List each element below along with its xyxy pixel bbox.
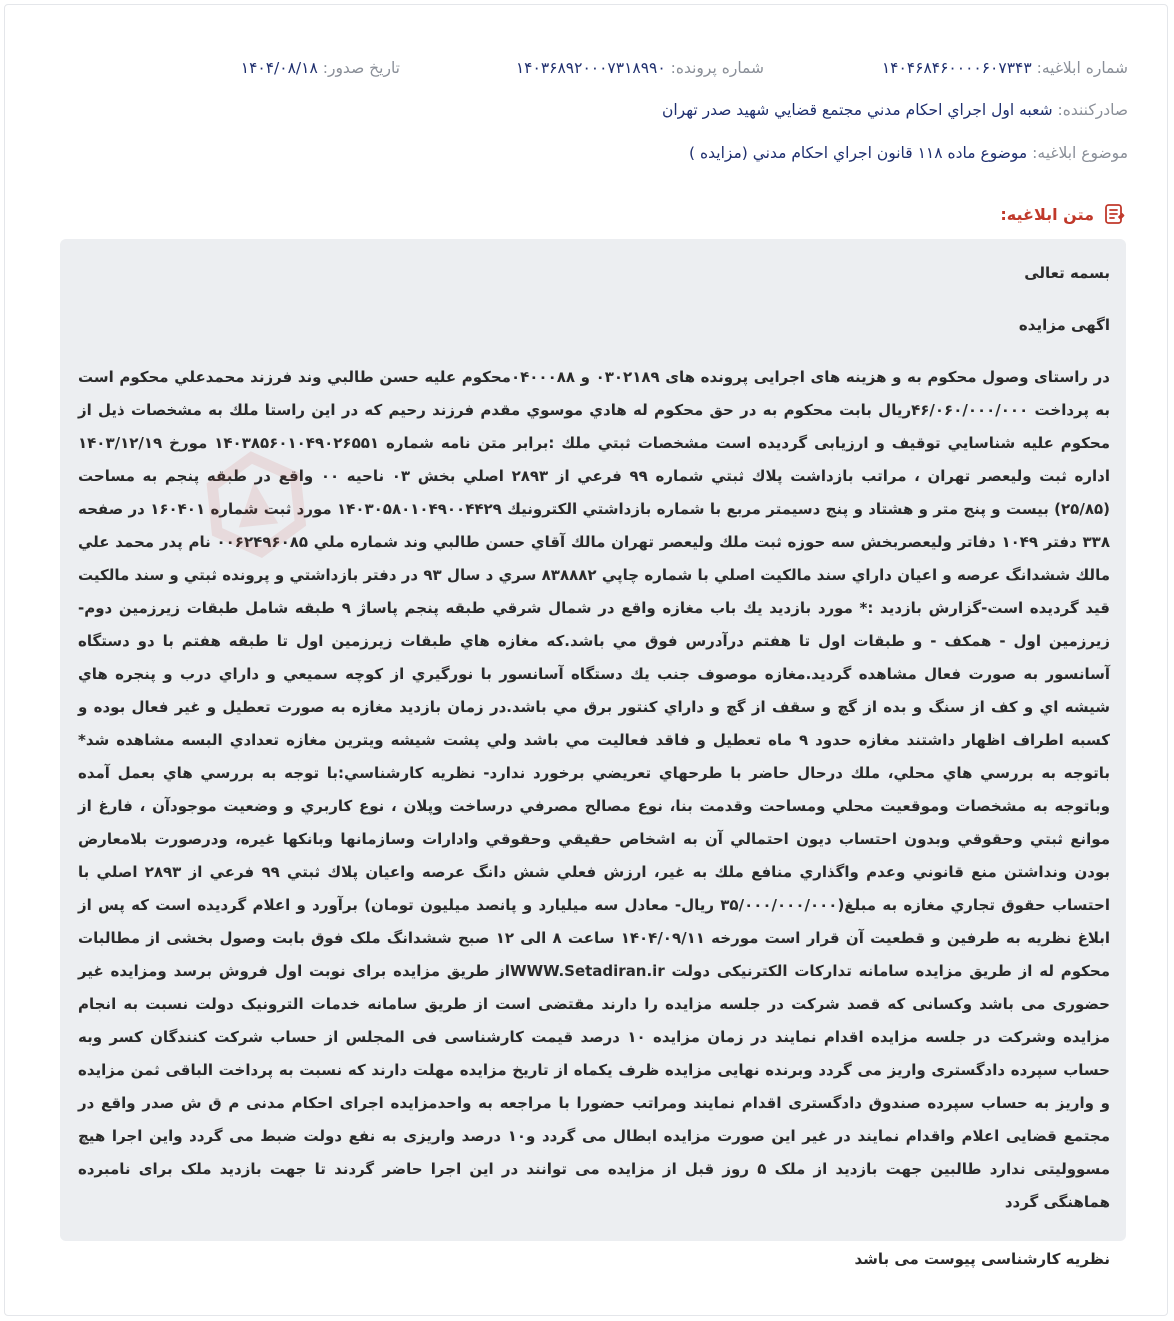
notice-number-value: ۱۴۰۴۶۸۴۶۰۰۰۰۶۰۷۳۴۳	[881, 59, 1032, 77]
notice-text-title	[1000, 202, 1126, 226]
notice-text-title-label: متن ابلاغيه:	[1000, 204, 1094, 224]
issue-date	[241, 59, 400, 77]
case-number-label: شماره پرونده:	[670, 59, 764, 77]
subject-value: موضوع ماده ۱۱۸ قانون اجراي احكام مدني (مزايده )	[689, 144, 1028, 162]
notice-footer-text: نظريه کارشناسی پيوست می باشد	[854, 1250, 1110, 1268]
issuer-label: صادرکننده:	[1057, 101, 1128, 119]
heading-bismillah: بسمه تعالی	[1024, 264, 1110, 282]
notice-main-text: در راستای وصول محکوم به و هزينه های اجرايی پرونده های ۰۳۰۲۱۸۹ و ۰۴۰۰۰۸۸محکوم عليه حسن طالبي وند فرزند محمدعلي محکوم است به پرداخت ۴۶/۰۶۰/۰۰۰/۰۰۰ريال بابت محکوم به در حق محکوم له هادي موسوي مقدم فرزند رحيم که در اين راستا ملك به مشخصات ذيل از محکوم عليه شناسايي توقيف و ارزيابی گرديده است مشخصات ثبتي ملك :برابر متن نامه شماره ۱۴۰۳۸۵۶۰۱۰۴۹۰۲۶۵۵۱ مورخ ۱۴۰۳/۱۲/۱۹ اداره ثبت وليعصر تهران ، مراتب بازداشت پلاك ثبتي شماره ۹۹ فرعي از ۲۸۹۳ اصلي بخش ۰۳ ناحيه ۰۰ واقع در طبقه پنجم به مساحت (۲۵/۸۵) بيست و پنج متر و هشتاد و پنج دسيمتر مربع با شماره بازداشتي الكترونيك ۱۴۰۳۰۵۸۰۱۰۴۹۰۰۴۴۲۹ مورد ثبت شماره ۱۶۰۴۰۱ در صفحه ۳۳۸ دفتر ۱۰۴۹ دفاتر وليعصربخش سه حوزه ثبت ملك وليعصر تهران مالك آقاي حسن طالبي وند شماره ملي ۰۰۶۲۴۹۶۰۸۵ نام پدر محمد علي مالك ششدانگ عرصه و اعيان داراي سند مالكيت اصلي با شماره چاپي ۸۳۸۸۸۲ سري د سال ۹۳ در دفتر بازداشتي و پرونده ثبتي و سند مالكيت قيد گرديده است-گزارش بازديد :* مورد بازديد يك باب مغازه واقع در شمال شرقي طبقه پنجم پاساژ ۹ طبقه شامل طبقات زيرزمين دوم- زيرزمين اول - همكف - و طبقات اول تا هفتم درآدرس فوق مي باشد.كه مغازه هاي طبقات زيرزمين اول تا طبقه هفتم با دو دستگاه آسانسور به صورت فعال مشاهده گرديد.مغازه موصوف جنب يك دستگاه آسانسور با نورگيري از كوچه سميعي و داراي درب و پنجره هاي شيشه اي و كف از سنگ و بده از گچ و سقف از گچ و داراي كنتور برق مي باشد.در زمان بازديد مغازه به صورت تعطيل و غير فعال بوده و كسبه اطراف اظهار داشتند مغازه حدود ۹ ماه تعطيل و فاقد فعاليت مي باشد ولي پشت شيشه ويترين مغازه تعدادي البسه مشاهده شد* باتوجه به بررسي هاي محلي، ملك درحال حاضر با طرحهاي تعريضي برخورد ندارد- نظريه كارشناسي:با توجه به بررسي هاي بعمل آمده وباتوجه به مشخصات وموقعيت محلي ومساحت وقدمت بنا، نوع مصالح مصرفي درساخت وپلان ، نوع كاربري و وضعيت موجودآن ، فارغ از موانع ثبتي وحقوقي وبدون احتساب ديون احتمالي آن به اشخاص حقيقي وحقوقي وادارات وسازمانها وبانكها غيره، ودرصورت بلامعارض بودن ونداشتن منع قانوني وعدم واگذاري منافع ملك به غير، ارزش فعلي شش دانگ عرصه واعيان پلاك ثبتي ۹۹ فرعي از ۲۸۹۳ اصلي با احتساب حقوق تجاري مغازه به مبلغ(۳۵/۰۰۰/۰۰۰/۰۰۰ ريال- معادل سه ميليارد و پانصد ميليون تومان) برآورد و اعلام گرديده است که پس از ابلاغ نظريه به طرفين و قطعيت آن قرار است مورخه ۱۴۰۴/۰۹/۱۱ ساعت ۸ الی ۱۲ صبح ششدانگ ملک فوق بابت وصول بخشی از مطالبات محکوم له از طريق مزايده سامانه تدارکات الکترنيکی دولت WWW.Setadiran.irاز طريق مزايده برای نوبت اول فروش برسد ومزايده غير حضوری می باشد وکسانی که قصد شرکت در جلسه مزايده را دارند مقتضی است از طريق سامانه خدمات الترونيک دولت نسبت به انجام مزايده وشرکت در جلسه مزايده اقدام نمايند در زمان مزايده ۱۰ درصد قيمت کارشناسی فی المجلس از حساب شرکت کنندگان کسر وبه حساب سپرده دادگستری واريز می گردد وبرنده نهايی مزايده ظرف يکماه از تاريخ مزايده مهلت دارند که نسبت به پرداخت الباقی ثمن مزايده و واريز به حساب سپرده صندوق دادگستری اقدام نمايند ومراتب حضورا با مراجعه به واحدمزايده اجرای احکام مدنی م ق ش صدر واقع در مجتمع قضايی اعلام واقدام نمايند در غير اين صورت مزايده ابطال می گردد و۱۰ درصد واريزی به نفع دولت ضبط می گردد واين اجرا هيچ مسووليتی ندارد طالبين جهت بازديد از ملک ۵ روز قبل از مزايده می توانند در اين اجرا حاضر گردند تا جهت بازديد ملک برای نامبرده هماهنگی گردد	[78, 368, 1111, 1211]
heading-auction: اگهی مزايده	[1018, 316, 1110, 334]
case-number-value: ۱۴۰۳۶۸۹۲۰۰۰۷۳۱۸۹۹۰	[515, 59, 666, 77]
notice-content	[60, 239, 1126, 1268]
document-icon	[1102, 202, 1126, 226]
issuer-value: شعبه اول اجراي احكام مدني مجتمع قضايي شهيد صدر تهران	[661, 101, 1053, 119]
issue-date-value: ۱۴۰۴/۰۸/۱۸	[240, 59, 318, 77]
case-number	[516, 59, 764, 77]
subject-row	[46, 144, 1128, 162]
notice-number-label: شماره ابلاغيه:	[1036, 59, 1128, 77]
issue-date-label: تاريخ صدور:	[322, 59, 400, 77]
notice-number	[882, 59, 1128, 77]
subject-label: موضوع ابلاغيه:	[1032, 144, 1128, 162]
notice-meta-row	[46, 59, 1128, 81]
issuer-row	[46, 101, 1128, 119]
